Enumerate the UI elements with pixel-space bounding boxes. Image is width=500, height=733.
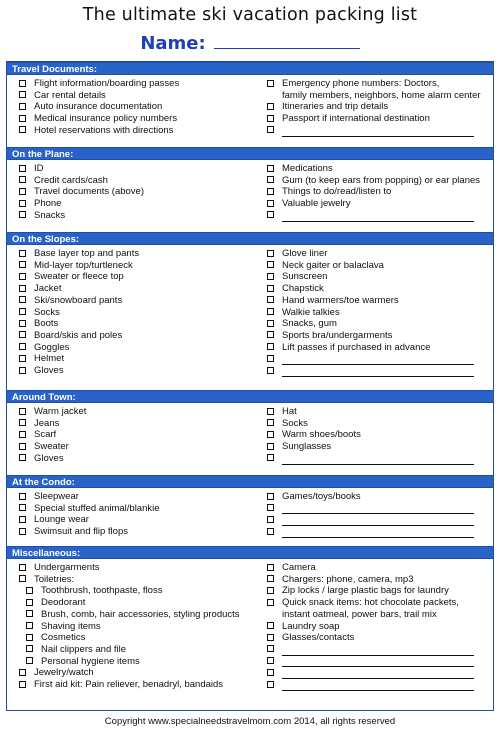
list-item[interactable] xyxy=(17,585,257,597)
item-label: Base layer top and pants xyxy=(34,248,140,259)
list-item[interactable] xyxy=(265,429,491,441)
page-title: The ultimate ski vacation packing list xyxy=(82,5,418,25)
checkbox[interactable] xyxy=(267,308,274,315)
list-item[interactable] xyxy=(265,163,491,175)
column-left xyxy=(17,78,257,137)
checkbox[interactable] xyxy=(26,587,33,594)
list-item[interactable] xyxy=(265,621,491,633)
item-label: Toothbrush, toothpaste, floss xyxy=(41,585,163,597)
list-item[interactable] xyxy=(17,186,257,198)
item-label: Jewelry/watch xyxy=(34,667,94,679)
column-right xyxy=(265,248,491,377)
list-item[interactable] xyxy=(265,562,491,574)
item-label: Special stuffed animal/blankie xyxy=(34,502,160,514)
list-item[interactable] xyxy=(265,260,491,272)
item-label: Credit cards/cash xyxy=(34,174,108,186)
item-label: Quick snack items: hot chocolate packets, xyxy=(282,597,459,609)
checkbox[interactable] xyxy=(267,165,274,172)
item-label: Games/toys/books xyxy=(282,491,361,502)
list-item[interactable] xyxy=(265,342,491,354)
list-item[interactable] xyxy=(265,503,491,515)
list-item[interactable] xyxy=(265,295,491,307)
item-label: Jeans xyxy=(34,417,60,429)
list-item[interactable] xyxy=(17,491,257,503)
checkbox[interactable] xyxy=(267,285,274,292)
checkbox[interactable] xyxy=(19,564,26,571)
blank-entry-line[interactable] xyxy=(282,367,474,377)
copyright-footer: Copyright www.specialneedstravelmom.com 2014, all rights reserved xyxy=(104,716,396,727)
list-item[interactable] xyxy=(17,441,257,453)
item-label: Sports bra/undergarments xyxy=(282,329,393,341)
checkbox[interactable] xyxy=(267,587,274,594)
item-label: Hotel reservations with directions xyxy=(34,124,174,136)
list-item[interactable] xyxy=(17,101,257,113)
section-around-town xyxy=(7,390,493,475)
item-label: Sunglasses xyxy=(282,441,332,453)
list-item[interactable] xyxy=(265,667,491,679)
list-item[interactable] xyxy=(265,113,491,125)
item-label: Boots xyxy=(34,318,59,330)
list-item-continuation xyxy=(265,90,491,102)
checkbox[interactable] xyxy=(19,165,26,172)
item-label: Cosmetics xyxy=(41,632,86,644)
item-label: Emergency phone numbers: Doctors, xyxy=(282,78,440,89)
item-label: Flight information/boarding passes xyxy=(34,78,180,89)
list-item[interactable] xyxy=(17,503,257,515)
checkbox[interactable] xyxy=(267,343,274,350)
list-item[interactable] xyxy=(17,198,257,210)
checkbox[interactable] xyxy=(267,355,274,362)
list-item[interactable] xyxy=(17,78,257,90)
list-item[interactable] xyxy=(17,562,257,574)
list-item[interactable] xyxy=(17,248,257,260)
item-label: Snacks, gum xyxy=(282,318,337,330)
list-item[interactable] xyxy=(17,90,257,102)
checkbox[interactable] xyxy=(267,454,274,461)
blank-entry-line[interactable] xyxy=(282,355,474,365)
checkbox[interactable] xyxy=(267,681,274,688)
section-header: On the Plane: xyxy=(7,147,493,160)
checkbox[interactable] xyxy=(267,622,274,629)
checkbox[interactable] xyxy=(267,320,274,327)
section-travel-documents xyxy=(7,62,493,147)
checkbox[interactable] xyxy=(19,431,26,438)
item-label: instant oatmeal, power bars, trail mix xyxy=(282,608,437,620)
item-label: Medical insurance policy numbers xyxy=(34,113,178,125)
item-label: Lounge wear xyxy=(34,514,89,526)
blank-entry-line[interactable] xyxy=(282,212,474,222)
list-item[interactable] xyxy=(265,597,491,609)
section-header: At the Condo: xyxy=(7,475,493,488)
checkbox[interactable] xyxy=(19,308,26,315)
checkbox[interactable] xyxy=(19,504,26,511)
blank-entry-line[interactable] xyxy=(282,681,474,691)
checkbox[interactable] xyxy=(267,599,274,606)
item-label: Swimsuit and flip flops xyxy=(34,526,128,538)
section-header: On the Slopes: xyxy=(7,232,493,245)
checkbox[interactable] xyxy=(267,261,274,268)
item-label: Chapstick xyxy=(282,283,324,295)
item-label: Snacks xyxy=(34,209,66,221)
item-label: Ski/snowboard pants xyxy=(34,294,123,306)
checkbox[interactable] xyxy=(267,528,274,535)
checkbox[interactable] xyxy=(19,261,26,268)
checkbox[interactable] xyxy=(19,331,26,338)
list-item[interactable] xyxy=(265,574,491,586)
checkbox[interactable] xyxy=(267,575,274,582)
item-label: Sweater or fleece top xyxy=(34,271,124,283)
item-label: Camera xyxy=(282,562,316,573)
list-item[interactable] xyxy=(17,365,257,377)
checkbox[interactable] xyxy=(19,250,26,257)
checkbox[interactable] xyxy=(19,493,26,500)
column-right xyxy=(265,491,491,538)
list-item[interactable] xyxy=(265,418,491,430)
list-item[interactable] xyxy=(265,453,491,465)
checkbox[interactable] xyxy=(19,343,26,350)
list-item[interactable] xyxy=(265,318,491,330)
item-label: Gloves xyxy=(34,452,64,464)
list-item[interactable] xyxy=(17,342,257,354)
checkbox[interactable] xyxy=(19,419,26,426)
section-at-the-condo xyxy=(7,475,493,546)
section-header: Travel Documents: xyxy=(7,62,493,75)
checkbox[interactable] xyxy=(19,408,26,415)
checkbox[interactable] xyxy=(26,599,33,606)
list-item[interactable] xyxy=(17,295,257,307)
checkbox[interactable] xyxy=(267,634,274,641)
list-item[interactable] xyxy=(17,453,257,465)
list-item[interactable] xyxy=(265,365,491,377)
list-item[interactable] xyxy=(265,78,491,90)
item-label: First aid kit: Pain reliever, benadryl, bandaids xyxy=(34,679,224,691)
checkbox[interactable] xyxy=(267,103,274,110)
list-item[interactable] xyxy=(17,353,257,365)
list-item[interactable] xyxy=(265,330,491,342)
checkbox[interactable] xyxy=(267,200,274,207)
list-item[interactable] xyxy=(17,514,257,526)
checkbox[interactable] xyxy=(267,126,274,133)
section-miscellaneous xyxy=(7,546,493,712)
item-label: Medications xyxy=(282,163,333,174)
section-header: Around Town: xyxy=(7,390,493,403)
list-item[interactable] xyxy=(17,307,257,319)
list-item[interactable] xyxy=(265,441,491,453)
item-label: Deodorant xyxy=(41,597,86,609)
list-item[interactable] xyxy=(265,283,491,295)
item-label: Gum (to keep ears from popping) or ear planes xyxy=(282,174,481,186)
item-label: Zip locks / large plastic bags for laundry xyxy=(282,585,449,597)
list-item[interactable] xyxy=(265,307,491,319)
checkbox[interactable] xyxy=(267,331,274,338)
checkbox[interactable] xyxy=(19,681,26,688)
list-item[interactable] xyxy=(265,644,491,656)
checkbox[interactable] xyxy=(26,645,33,652)
list-item[interactable] xyxy=(17,406,257,418)
checkbox[interactable] xyxy=(267,80,274,87)
item-label: Phone xyxy=(34,198,62,210)
column-left xyxy=(17,163,257,222)
checkbox[interactable] xyxy=(19,188,26,195)
item-label: Board/skis and poles xyxy=(34,329,123,341)
item-label: Undergarments xyxy=(34,562,100,573)
item-label: Shaving items xyxy=(41,620,101,632)
item-label: Hat xyxy=(282,406,297,417)
item-label: Warm shoes/boots xyxy=(282,429,361,441)
item-label: Sunscreen xyxy=(282,271,328,283)
column-right xyxy=(265,78,491,137)
item-label: Nail clippers and file xyxy=(41,643,127,655)
checkbox[interactable] xyxy=(19,367,26,374)
blank-entry-line[interactable] xyxy=(282,455,474,465)
item-label: Brush, comb, hair accessories, styling products xyxy=(41,608,240,620)
list-item[interactable] xyxy=(265,514,491,526)
item-label: Socks xyxy=(34,306,60,318)
checkbox[interactable] xyxy=(19,211,26,218)
checkbox[interactable] xyxy=(19,320,26,327)
checkbox[interactable] xyxy=(267,250,274,257)
column-left xyxy=(17,406,257,465)
list-item[interactable] xyxy=(17,163,257,175)
list-item[interactable] xyxy=(265,125,491,137)
blank-entry-line[interactable] xyxy=(282,669,474,679)
item-label: Things to do/read/listen to xyxy=(282,186,392,198)
section-on-the-plane xyxy=(7,147,493,232)
section-header: Miscellaneous: xyxy=(7,546,493,559)
checkbox[interactable] xyxy=(267,504,274,511)
checklist-sheet xyxy=(6,61,494,711)
checkbox[interactable] xyxy=(19,528,26,535)
list-item[interactable] xyxy=(17,632,257,644)
list-item[interactable] xyxy=(17,330,257,342)
list-item[interactable] xyxy=(265,186,491,198)
checkbox[interactable] xyxy=(267,273,274,280)
list-item[interactable] xyxy=(17,656,257,668)
list-item[interactable] xyxy=(17,621,257,633)
column-right xyxy=(265,406,491,465)
checkbox[interactable] xyxy=(267,296,274,303)
checkbox[interactable] xyxy=(19,669,26,676)
checkbox[interactable] xyxy=(19,273,26,280)
item-label: Socks xyxy=(282,417,308,429)
list-item[interactable] xyxy=(17,609,257,621)
checkbox[interactable] xyxy=(19,103,26,110)
list-item[interactable] xyxy=(17,597,257,609)
item-label: Personal hygiene items xyxy=(41,655,140,667)
item-label: Sleepwear xyxy=(34,491,79,502)
list-item[interactable] xyxy=(265,679,491,691)
item-label: Hand warmers/toe warmers xyxy=(282,294,399,306)
checkbox[interactable] xyxy=(267,176,274,183)
item-label: Auto insurance documentation xyxy=(34,101,163,113)
item-label: Mid-layer top/turtleneck xyxy=(34,259,133,271)
list-item[interactable] xyxy=(265,210,491,222)
item-label: Jacket xyxy=(34,283,62,295)
column-right xyxy=(265,562,491,691)
item-label: Gloves xyxy=(34,365,64,377)
checkbox[interactable] xyxy=(19,516,26,523)
item-label: Toiletries: xyxy=(34,573,75,585)
list-item[interactable] xyxy=(265,353,491,365)
checkbox[interactable] xyxy=(26,622,33,629)
column-left xyxy=(17,491,257,538)
checkbox[interactable] xyxy=(267,188,274,195)
list-item[interactable] xyxy=(265,656,491,668)
list-item[interactable] xyxy=(17,429,257,441)
blank-entry-line[interactable] xyxy=(282,516,474,526)
list-item[interactable] xyxy=(17,125,257,137)
checkbox[interactable] xyxy=(267,115,274,122)
item-label: Goggles xyxy=(34,341,70,353)
list-item[interactable] xyxy=(265,585,491,597)
name-field[interactable] xyxy=(214,33,360,49)
section-on-the-slopes xyxy=(7,232,493,390)
checkbox[interactable] xyxy=(267,657,274,664)
checkbox[interactable] xyxy=(267,367,274,374)
checkbox[interactable] xyxy=(267,419,274,426)
item-label: Sweater xyxy=(34,441,69,453)
checkbox[interactable] xyxy=(19,176,26,183)
checkbox[interactable] xyxy=(267,493,274,500)
checkbox[interactable] xyxy=(19,115,26,122)
list-item[interactable] xyxy=(17,283,257,295)
checkbox[interactable] xyxy=(19,80,26,87)
item-label: Neck gaiter or balaclava xyxy=(282,259,384,271)
blank-entry-line[interactable] xyxy=(282,127,474,137)
list-item[interactable] xyxy=(17,644,257,656)
list-item[interactable] xyxy=(265,271,491,283)
item-label: Glasses/contacts xyxy=(282,632,355,644)
checkbox[interactable] xyxy=(19,200,26,207)
list-item[interactable] xyxy=(265,526,491,538)
checkbox[interactable] xyxy=(267,645,274,652)
list-item[interactable] xyxy=(17,574,257,586)
list-item[interactable] xyxy=(17,318,257,330)
list-item[interactable] xyxy=(17,679,257,691)
checkbox[interactable] xyxy=(19,443,26,450)
blank-entry-line[interactable] xyxy=(282,646,474,656)
item-label: Warm jacket xyxy=(34,406,87,417)
checkbox[interactable] xyxy=(19,575,26,582)
checkbox[interactable] xyxy=(267,211,274,218)
checkbox[interactable] xyxy=(19,285,26,292)
checkbox[interactable] xyxy=(267,516,274,523)
blank-entry-line[interactable] xyxy=(282,657,474,667)
item-label: Chargers: phone, camera, mp3 xyxy=(282,573,414,585)
checkbox[interactable] xyxy=(26,634,33,641)
checkbox[interactable] xyxy=(267,408,274,415)
column-left xyxy=(17,248,257,377)
name-row xyxy=(0,33,500,54)
column-right xyxy=(265,163,491,222)
column-left xyxy=(17,562,257,691)
checkbox[interactable] xyxy=(26,610,33,617)
checkbox[interactable] xyxy=(19,355,26,362)
checkbox[interactable] xyxy=(267,443,274,450)
name-label: Name: xyxy=(140,33,206,54)
checkbox[interactable] xyxy=(267,564,274,571)
item-label: Scarf xyxy=(34,429,57,441)
list-item[interactable] xyxy=(265,406,491,418)
checkbox[interactable] xyxy=(19,91,26,98)
checkbox[interactable] xyxy=(19,454,26,461)
list-item[interactable] xyxy=(265,491,491,503)
checkbox[interactable] xyxy=(19,296,26,303)
list-item[interactable] xyxy=(265,248,491,260)
checkbox[interactable] xyxy=(267,669,274,676)
item-label: Helmet xyxy=(34,353,65,365)
item-label: Glove liner xyxy=(282,248,328,259)
list-item-continuation xyxy=(265,609,491,621)
blank-entry-line[interactable] xyxy=(282,528,474,538)
item-label: Walkie talkies xyxy=(282,306,340,318)
item-label: Lift passes if purchased in advance xyxy=(282,341,431,353)
item-label: ID xyxy=(34,163,44,174)
list-item[interactable] xyxy=(17,526,257,538)
item-label: Valuable jewelry xyxy=(282,198,351,210)
item-label: Itineraries and trip details xyxy=(282,101,389,113)
checkbox[interactable] xyxy=(19,126,26,133)
item-label: Laundry soap xyxy=(282,620,340,632)
list-item[interactable] xyxy=(17,667,257,679)
item-label: Travel documents (above) xyxy=(34,186,145,198)
list-item[interactable] xyxy=(17,113,257,125)
blank-entry-line[interactable] xyxy=(282,504,474,514)
list-item[interactable] xyxy=(265,632,491,644)
list-item[interactable] xyxy=(17,260,257,272)
list-item[interactable] xyxy=(17,271,257,283)
item-label: Car rental details xyxy=(34,89,106,101)
list-item[interactable] xyxy=(265,175,491,187)
checkbox[interactable] xyxy=(26,657,33,664)
item-label: Passport if international destination xyxy=(282,113,430,125)
checkbox[interactable] xyxy=(267,431,274,438)
list-item[interactable] xyxy=(265,198,491,210)
item-label: family members, neighbors, home alarm center xyxy=(282,89,481,101)
list-item[interactable] xyxy=(265,101,491,113)
list-item[interactable] xyxy=(17,418,257,430)
list-item[interactable] xyxy=(17,210,257,222)
list-item[interactable] xyxy=(17,175,257,187)
